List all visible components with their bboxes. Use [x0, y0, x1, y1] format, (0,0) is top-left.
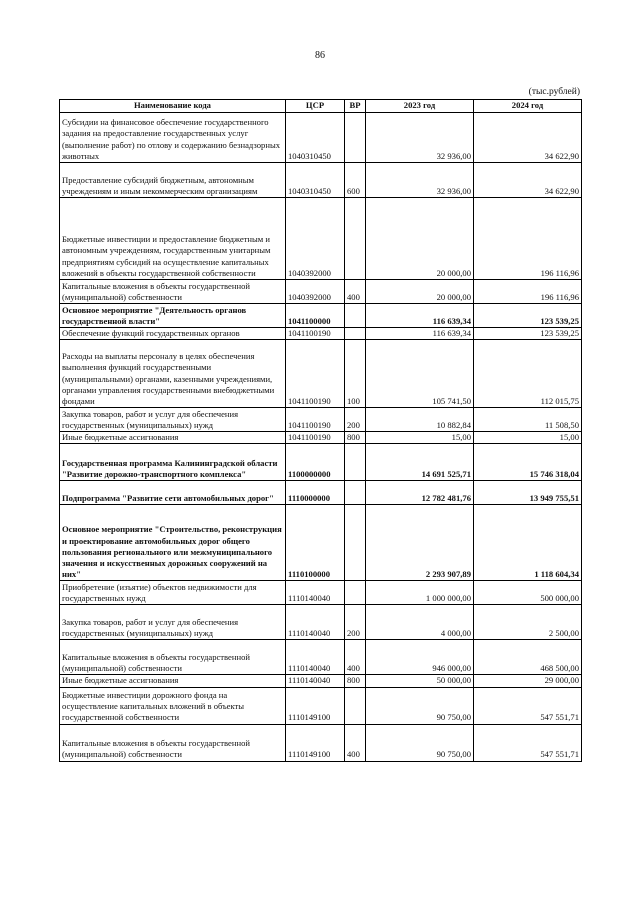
row-name-cell: Субсидии на финансовое обеспечение государственного задания на предоставление государственных услуг (выполнение работ) по отлову и содержанию безнадзорных животных	[60, 113, 286, 163]
row-csr-cell: 1110140040	[286, 581, 345, 605]
table-row	[60, 113, 582, 163]
row-2023-cell: 20 000,00	[366, 280, 474, 304]
row-2023-cell: 90 750,00	[366, 687, 474, 724]
row-2024-cell: 547 551,71	[474, 724, 582, 761]
page-number: 86	[315, 50, 325, 61]
row-name-cell: Подпрограмма "Развитие сети автомобильных дорог"	[60, 481, 286, 505]
table-row	[60, 581, 582, 605]
row-csr-cell: 1110149100	[286, 724, 345, 761]
row-vr-cell: 200	[345, 605, 366, 640]
table-row	[60, 328, 582, 340]
row-2023-cell: 105 741,50	[366, 340, 474, 408]
column-header-2024: 2024 год	[474, 100, 582, 113]
row-2023-cell: 10 882,84	[366, 408, 474, 432]
row-vr-cell: 400	[345, 280, 366, 304]
row-name-cell: Обеспечение функций государственных органов	[60, 328, 286, 340]
row-2023-cell: 14 691 525,71	[366, 444, 474, 481]
row-csr-cell: 1110140040	[286, 675, 345, 687]
row-name-cell: Расходы на выплаты персоналу в целях обеспечения выполнения функций государственными (муниципальными) органами, казенными учреждениями, органами управления государственными внебюджетными фондами	[60, 340, 286, 408]
row-name-cell: Приобретение (изъятие) объектов недвижимости для государственных нужд	[60, 581, 286, 605]
row-vr-cell: 200	[345, 408, 366, 432]
row-2024-cell: 1 118 604,34	[474, 505, 582, 581]
row-2024-cell: 2 500,00	[474, 605, 582, 640]
budget-table	[59, 99, 582, 762]
row-name-cell: Основное мероприятие "Строительство, реконструкция и проектирование автомобильных дорог общего пользования регионального или межмуниципального значения и искусственных дорожных сооружений на них"	[60, 505, 286, 581]
row-2024-cell: 468 500,00	[474, 640, 582, 675]
row-2024-cell: 34 622,90	[474, 163, 582, 198]
row-csr-cell: 1040392000	[286, 280, 345, 304]
table-row	[60, 481, 582, 505]
row-2023-cell: 116 639,34	[366, 328, 474, 340]
row-csr-cell: 1110100000	[286, 505, 345, 581]
row-vr-cell	[345, 328, 366, 340]
row-name-cell: Капитальные вложения в объекты государственной (муниципальной) собственности	[60, 724, 286, 761]
row-name-cell: Бюджетные инвестиции дорожного фонда на осуществление капитальных вложений в объекты государственной собственности	[60, 687, 286, 724]
row-2023-cell: 116 639,34	[366, 304, 474, 328]
table-row	[60, 408, 582, 432]
row-csr-cell: 1110140040	[286, 605, 345, 640]
row-csr-cell: 1040310450	[286, 113, 345, 163]
table-row	[60, 640, 582, 675]
row-csr-cell: 1110000000	[286, 481, 345, 505]
table-row	[60, 304, 582, 328]
row-name-cell: Капитальные вложения в объекты государственной (муниципальной) собственности	[60, 640, 286, 675]
row-name-cell: Основное мероприятие "Деятельность органов государственной власти"	[60, 304, 286, 328]
row-vr-cell: 400	[345, 724, 366, 761]
row-csr-cell: 1041100000	[286, 304, 345, 328]
row-2024-cell: 13 949 755,51	[474, 481, 582, 505]
row-2024-cell: 196 116,96	[474, 198, 582, 280]
row-2023-cell: 12 782 481,76	[366, 481, 474, 505]
table-row	[60, 505, 582, 581]
row-name-cell: Закупка товаров, работ и услуг для обеспечения государственных (муниципальных) нужд	[60, 605, 286, 640]
row-vr-cell	[345, 198, 366, 280]
row-2024-cell: 196 116,96	[474, 280, 582, 304]
column-header-name: Наименование кода	[60, 100, 286, 113]
table-row	[60, 605, 582, 640]
row-name-cell: Иные бюджетные ассигнования	[60, 432, 286, 444]
row-vr-cell: 100	[345, 340, 366, 408]
row-vr-cell	[345, 505, 366, 581]
column-header-csr: ЦСР	[286, 100, 345, 113]
row-vr-cell	[345, 687, 366, 724]
row-vr-cell: 800	[345, 675, 366, 687]
table-row	[60, 163, 582, 198]
column-header-2023: 2023 год	[366, 100, 474, 113]
table-row	[60, 675, 582, 687]
row-csr-cell: 1041100190	[286, 408, 345, 432]
row-vr-cell	[345, 481, 366, 505]
row-2024-cell: 34 622,90	[474, 113, 582, 163]
row-vr-cell: 600	[345, 163, 366, 198]
row-2024-cell: 123 539,25	[474, 304, 582, 328]
table-row	[60, 340, 582, 408]
row-2024-cell: 500 000,00	[474, 581, 582, 605]
row-2023-cell: 1 000 000,00	[366, 581, 474, 605]
row-name-cell: Иные бюджетные ассигнования	[60, 675, 286, 687]
row-2024-cell: 547 551,71	[474, 687, 582, 724]
table-body	[60, 113, 582, 762]
row-name-cell: Закупка товаров, работ и услуг для обеспечения государственных (муниципальных) нужд	[60, 408, 286, 432]
row-2023-cell: 946 000,00	[366, 640, 474, 675]
column-header-vr: ВР	[345, 100, 366, 113]
row-name-cell: Бюджетные инвестиции и предоставление бюджетным и автономным учреждениям, государственным унитарным предприятиям субсидий на осуществление капитальных вложений в объекты государственной собственности	[60, 198, 286, 280]
row-2023-cell: 20 000,00	[366, 198, 474, 280]
row-csr-cell: 1040310450	[286, 163, 345, 198]
row-vr-cell	[345, 581, 366, 605]
row-name-cell: Капитальные вложения в объекты государственной (муниципальной) собственности	[60, 280, 286, 304]
table-row	[60, 444, 582, 481]
table-row	[60, 687, 582, 724]
row-vr-cell: 800	[345, 432, 366, 444]
row-vr-cell: 400	[345, 640, 366, 675]
row-csr-cell: 1041100190	[286, 340, 345, 408]
row-2023-cell: 50 000,00	[366, 675, 474, 687]
row-2023-cell: 2 293 907,89	[366, 505, 474, 581]
row-csr-cell: 1100000000	[286, 444, 345, 481]
row-2024-cell: 15 746 318,04	[474, 444, 582, 481]
row-2023-cell: 15,00	[366, 432, 474, 444]
table-row	[60, 724, 582, 761]
row-2024-cell: 15,00	[474, 432, 582, 444]
row-name-cell: Предоставление субсидий бюджетным, автономным учреждениям и иным некоммерческим организациям	[60, 163, 286, 198]
row-vr-cell	[345, 113, 366, 163]
row-vr-cell	[345, 304, 366, 328]
row-csr-cell: 1040392000	[286, 198, 345, 280]
row-2024-cell: 11 508,50	[474, 408, 582, 432]
table-row	[60, 198, 582, 280]
row-2024-cell: 29 000,00	[474, 675, 582, 687]
row-name-cell: Государственная программа Калининградской области "Развитие дорожно-транспортного комплекса"	[60, 444, 286, 481]
row-2023-cell: 90 750,00	[366, 724, 474, 761]
row-csr-cell: 1041100190	[286, 432, 345, 444]
row-2023-cell: 4 000,00	[366, 605, 474, 640]
row-2024-cell: 123 539,25	[474, 328, 582, 340]
units-label: (тыс.рублей)	[528, 87, 580, 97]
table-row	[60, 280, 582, 304]
row-csr-cell: 1110149100	[286, 687, 345, 724]
table-header-row	[60, 100, 582, 113]
table-row	[60, 432, 582, 444]
row-2023-cell: 32 936,00	[366, 113, 474, 163]
row-csr-cell: 1041100190	[286, 328, 345, 340]
row-2023-cell: 32 936,00	[366, 163, 474, 198]
row-csr-cell: 1110140040	[286, 640, 345, 675]
row-vr-cell	[345, 444, 366, 481]
row-2024-cell: 112 015,75	[474, 340, 582, 408]
